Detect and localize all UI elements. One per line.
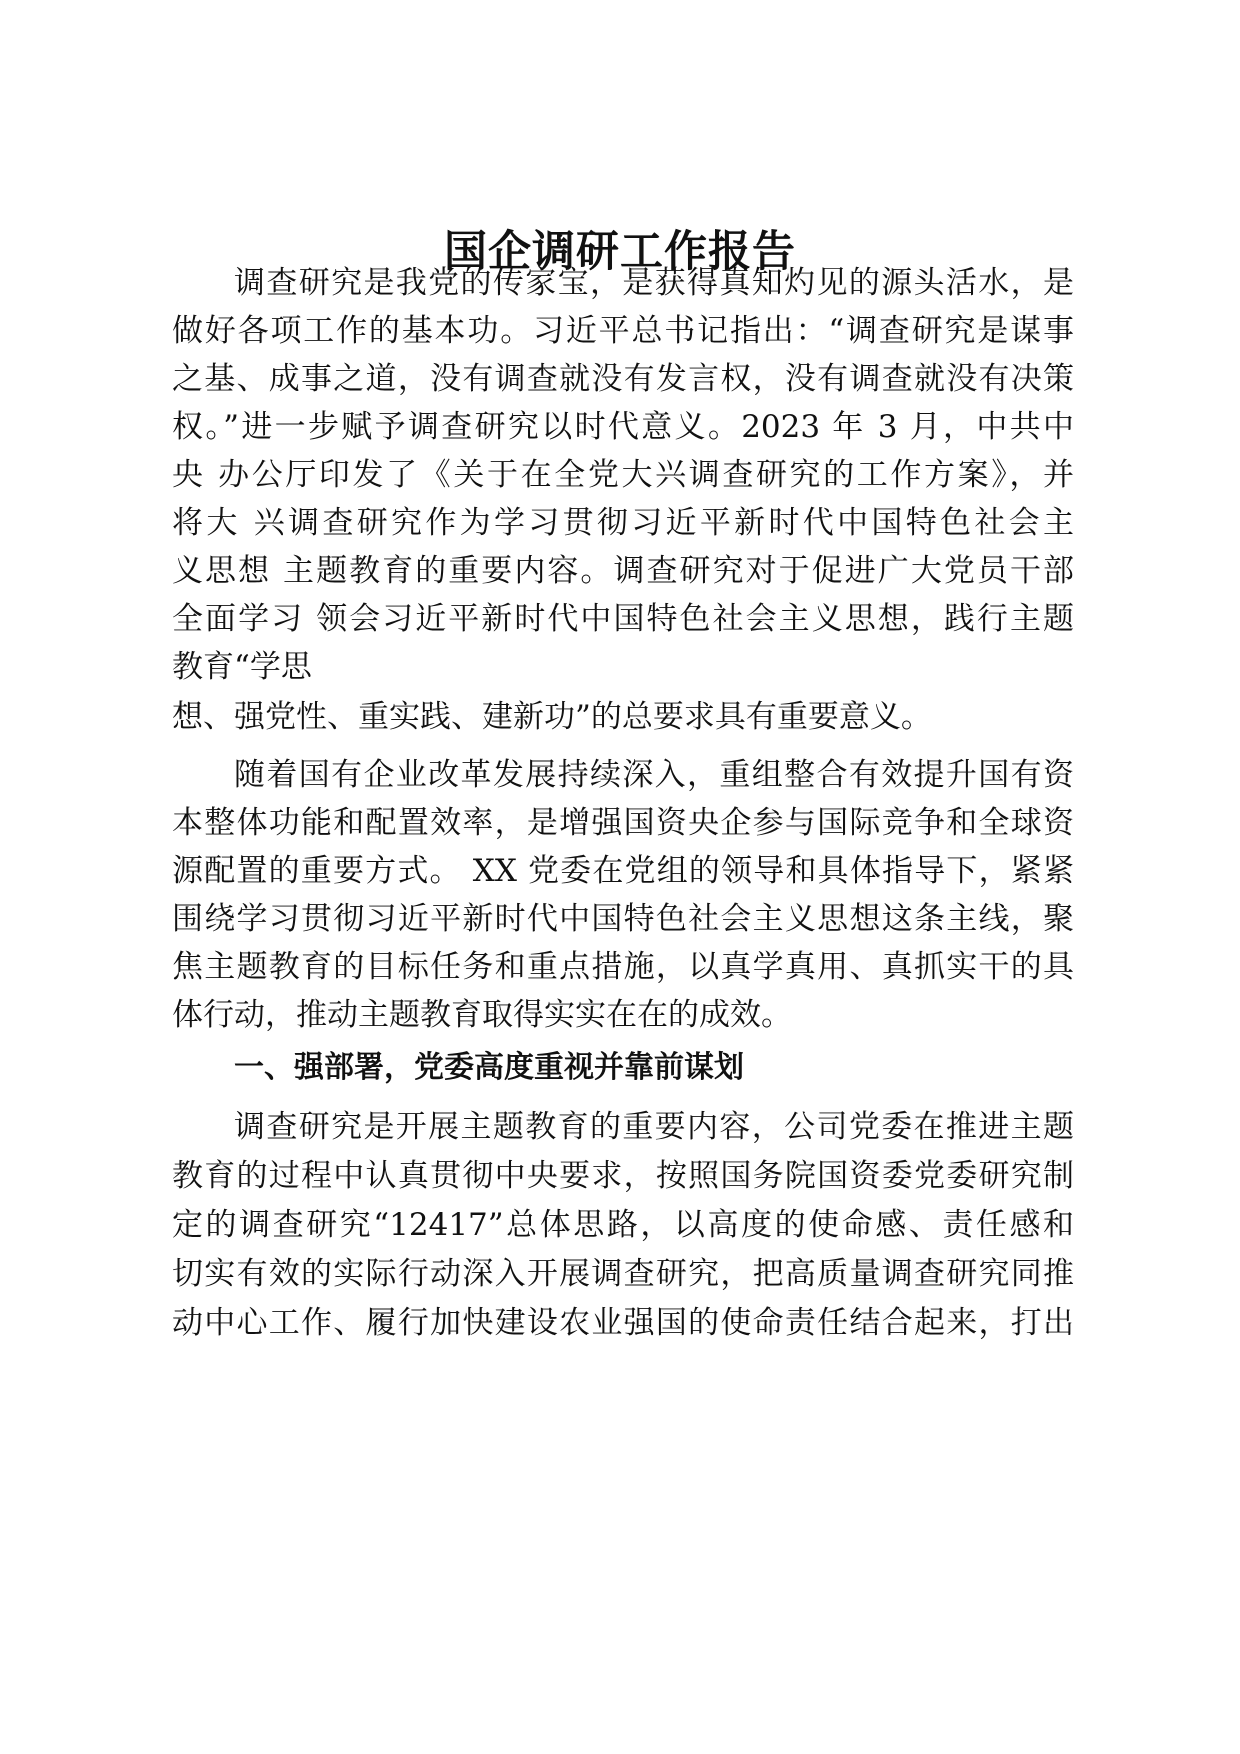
paragraph-line: 焦主题教育的目标任务和重点措施，以真学真用、真抓实干的具 bbox=[172, 949, 1074, 985]
paragraph-line: 切实有效的实际行动深入开展调查研究，把高质量调查研究同推 bbox=[172, 1256, 1074, 1292]
paragraph-line: 定的调查研究“12417”总体思路，以高度的使命感、责任感和 bbox=[172, 1207, 1074, 1243]
paragraph-line: 调查研究是我党的传家宝，是获得真知灼见的源头活水，是 bbox=[234, 265, 1074, 301]
paragraph-line: 权。”进一步赋予调查研究以时代意义。2023 年 3 月，中共中 bbox=[172, 409, 1074, 445]
paragraph-line: 随着国有企业改革发展持续深入，重组整合有效提升国有资 bbox=[234, 757, 1074, 793]
paragraph-line: 教育“学思 bbox=[172, 649, 312, 685]
paragraph-line: 之基、成事之道，没有调查就没有发言权，没有调查就没有决策 bbox=[172, 361, 1074, 397]
paragraph-line: 将大 兴调查研究作为学习贯彻习近平新时代中国特色社会主 bbox=[172, 505, 1074, 541]
paragraph-line: 调查研究是开展主题教育的重要内容，公司党委在推进主题 bbox=[234, 1109, 1074, 1145]
paragraph-line: 体行动，推动主题教育取得实实在在的成效。 bbox=[172, 997, 792, 1033]
paragraph-line: 源配置的重要方式。 XX 党委在党组的领导和具体指导下，紧紧 bbox=[172, 853, 1074, 889]
paragraph-line: 教育的过程中认真贯彻中央要求，按照国务院国资委党委研究制 bbox=[172, 1158, 1074, 1194]
paragraph-line: 央 办公厅印发了《关于在全党大兴调查研究的工作方案》，并 bbox=[172, 457, 1074, 493]
paragraph-line: 本整体功能和配置效率，是增强国资央企参与国际竞争和全球资 bbox=[172, 805, 1074, 841]
paragraph-line: 做好各项工作的基本功。习近平总书记指出：“调查研究是谋事 bbox=[172, 313, 1074, 349]
document-title: 国企调研工作报告 bbox=[444, 227, 796, 277]
section-heading: 一、强部署，党委高度重视并靠前谋划 bbox=[234, 1050, 744, 1085]
paragraph-line: 围绕学习贯彻习近平新时代中国特色社会主义思想这条主线，聚 bbox=[172, 901, 1074, 937]
paragraph-line: 想、强党性、重实践、建新功”的总要求具有重要意义。 bbox=[172, 699, 932, 735]
paragraph-line: 全面学习 领会习近平新时代中国特色社会主义思想，践行主题 bbox=[172, 601, 1074, 637]
paragraph-line: 义思想 主题教育的重要内容。调查研究对于促进广大党员干部 bbox=[172, 553, 1074, 589]
paragraph-line: 动中心工作、履行加快建设农业强国的使命责任结合起来，打出 bbox=[172, 1305, 1074, 1341]
